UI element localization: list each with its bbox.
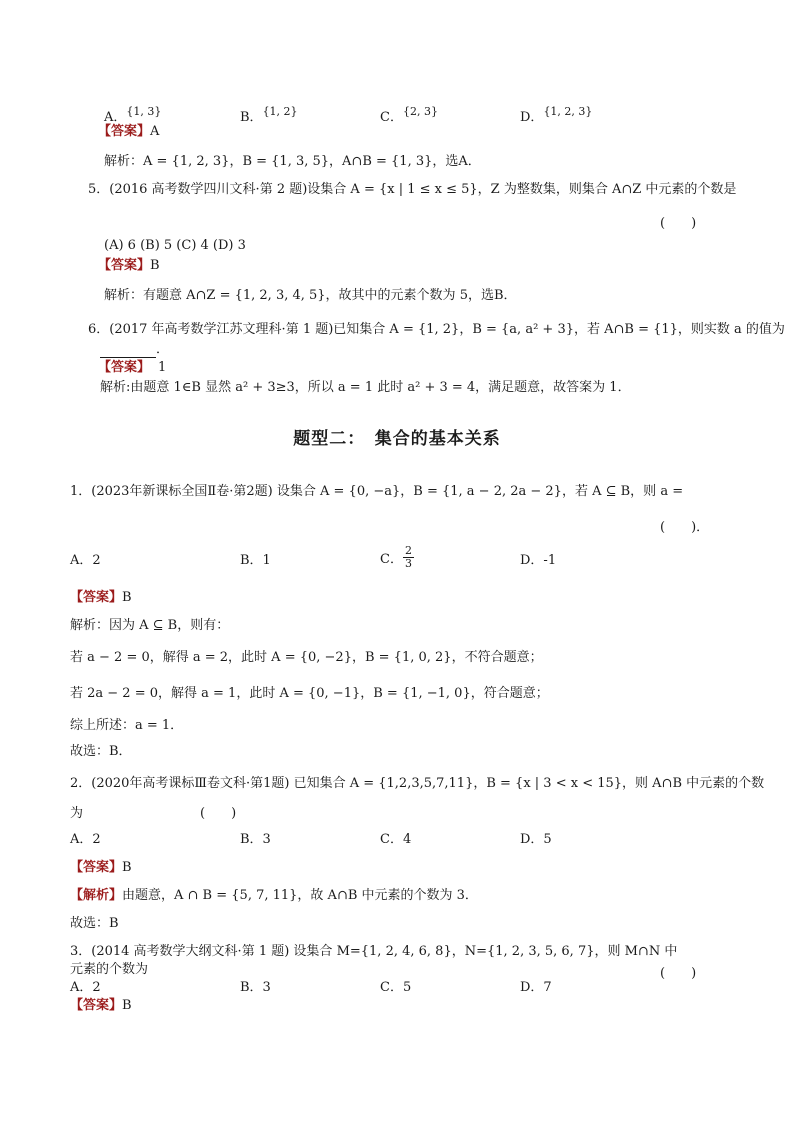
p2-analysis: 【解析】由题意，A ∩ B = {5, 7, 11}，故 A∩B 中元素的个数为 3． [70, 888, 478, 903]
p3-option-b: B．3 [240, 980, 271, 995]
q5-options: (A) 6 (B) 5 (C) 4 (D) 3 [104, 238, 246, 253]
section-title: 题型二： 集合的基本关系 [293, 429, 501, 449]
q5-paren: ( ) [660, 216, 697, 231]
p2-answer: 【答案】B [70, 860, 132, 875]
p3-stem-2: 元素的个数为 [70, 962, 149, 977]
q6-blank: ． [100, 342, 169, 358]
p2-conclusion: 故选：B [70, 916, 119, 931]
p3-option-d: D．7 [520, 980, 552, 995]
p1-option-b: B．1 [240, 553, 271, 568]
p3-stem: 3．(2014 高考数学大纲文科·第 1 题) 设集合 M={1, 2, 4, 6, 8}，N={1, 2, 3, 5, 6, 7}，则 M∩N 中 [70, 944, 678, 959]
p2-option-c: C．4 [380, 832, 412, 847]
p2-option-d: D．5 [520, 832, 552, 847]
p2-option-a: A．2 [70, 832, 101, 847]
p1-option-d: D．-1 [520, 553, 557, 568]
q5-answer: 【答案】B [98, 258, 160, 273]
q6-answer: 【答案】 1 [98, 360, 167, 375]
q6-stem: 6．(2017 年高考数学江苏文理科·第 1 题)已知集合 A = {1, 2}，B = {a, a² + 3}，若 A∩B = {1}，则实数 a 的值为 [88, 322, 785, 337]
answer-blank [100, 345, 156, 358]
p2-stem: 2．(2020年高考课标Ⅲ卷文科·第1题) 已知集合 A = {1,2,3,5,7,11}，B = {x | 3 < x < 15}，则 A∩B 中元素的个数 [70, 776, 765, 791]
p2-stem-2: 为 ( ) [70, 806, 237, 821]
q5-stem: 5．(2016 高考数学四川文科·第 2 题)设集合 A = {x | 1 ≤ x ≤ 5}，Z 为整数集，则集合 A∩Z 中元素的个数是 [88, 182, 737, 197]
p3-paren: ( ) [660, 966, 697, 981]
p1-option-c: C． $\frac{2}{3}$ [380, 544, 412, 570]
p3-option-c: C．5 [380, 980, 412, 995]
p1-answer: 【答案】B [70, 590, 132, 605]
q5-analysis: 解析：有题意 A∩Z = {1, 2, 3, 4, 5}，故其中的元素个数为 5，选B． [104, 288, 517, 303]
q4-option-b: B．$^{\{1, 2\}}$ [240, 105, 298, 125]
p1-analysis-5: 故选：B． [70, 744, 132, 759]
q4-option-c: C．$^{\{2, 3\}}$ [380, 105, 438, 125]
q4-option-d: D．$^{\{1, 2, 3\}}$ [520, 105, 593, 125]
q6-analysis: 解析:由题意 1∈B 显然 a² + 3≥3，所以 a = 1 此时 a² + 3 = 4，满足题意，故答案为 1． [100, 380, 631, 395]
p1-stem: 1．(2023年新课标全国Ⅱ卷·第2题) 设集合 A = {0, −a}，B = {1, a − 2, 2a − 2}，若 A ⊆ B，则 a = [70, 484, 684, 499]
p1-paren: ( )． [660, 520, 710, 535]
fraction-two-thirds: $\frac{2}{3}$ [404, 544, 412, 570]
p1-option-a: A．2 [70, 553, 101, 568]
p2-option-b: B．3 [240, 832, 271, 847]
p1-analysis-1: 解析：因为 A ⊆ B，则有： [70, 618, 230, 633]
p3-option-a: A．2 [70, 980, 101, 995]
p1-analysis-3: 若 2a − 2 = 0，解得 a = 1，此时 A = {0, −1}，B = {1, −1, 0}，符合题意； [70, 686, 549, 701]
q4-analysis: 解析：A = {1, 2, 3}，B = {1, 3, 5}，A∩B = {1, 3}，选A． [104, 154, 481, 169]
q4-answer: 【答案】A [98, 124, 160, 139]
q4-option-a: A．$^{\{1, 3\}}$ [104, 105, 162, 125]
p3-answer: 【答案】B [70, 998, 132, 1013]
p1-analysis-4: 综上所述：a = 1． [70, 718, 184, 733]
p1-analysis-2: 若 a − 2 = 0，解得 a = 2，此时 A = {0, −2}，B = {1, 0, 2}，不符合题意； [70, 650, 543, 665]
